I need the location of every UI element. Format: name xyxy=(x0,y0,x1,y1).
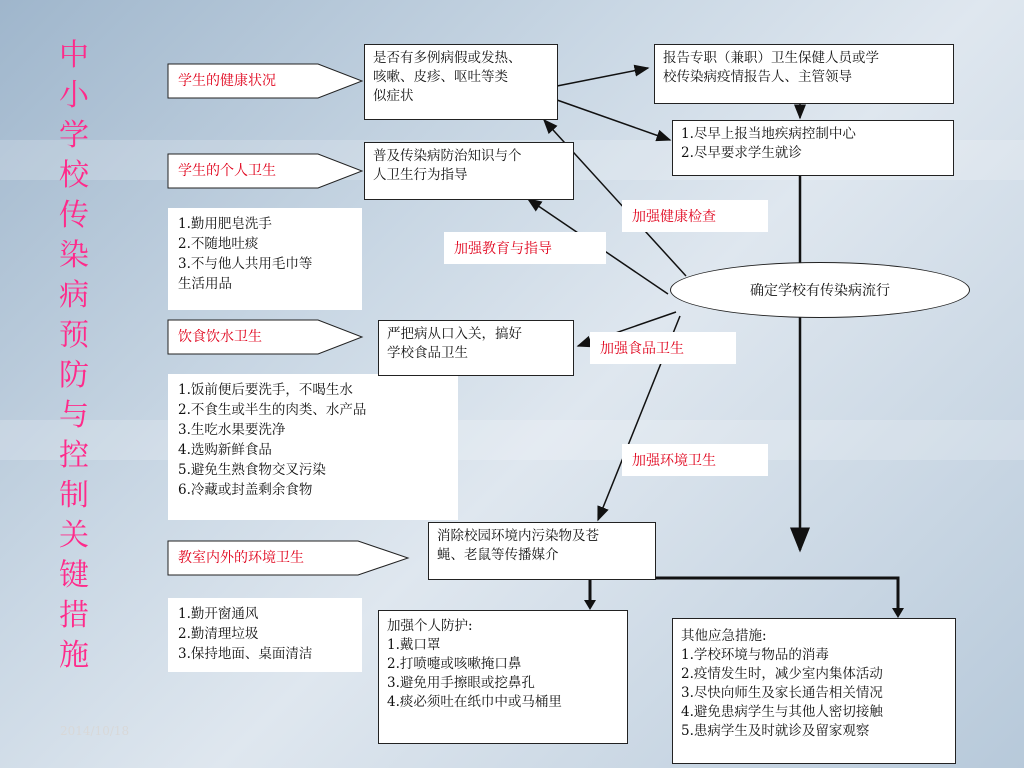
environment-list: 1.勤开窗通风 2.勤清理垃圾 3.保持地面、桌面清洁 xyxy=(168,598,362,672)
center-ellipse: 确定学校有传染病流行 xyxy=(670,262,970,318)
slide-date: 2014/10/18 xyxy=(60,724,130,738)
category-hygiene-label: 学生的个人卫生 xyxy=(178,163,276,179)
food-box: 严把病从口入关，搞好 学校食品卫生 xyxy=(378,320,574,376)
symptoms-box: 是否有多例病假或发热、 咳嗽、皮疹、呕吐等类 似症状 xyxy=(364,44,558,120)
arrow-symptoms-report xyxy=(557,68,648,86)
personal-protection-box: 加强个人防护: 1.戴口罩 2.打喷嚏或咳嗽掩口鼻 3.避免用手擦眼或挖鼻孔 4.痰必须吐在纸巾中或马桶里 xyxy=(378,610,628,744)
diet-list: 1.饭前便后要洗手，不喝生水 2.不食生或半生的肉类、水产品 3.生吃水果要洗净 4.选购新鲜食品 5.避免生熟食物交叉污染 6.冷藏或封盖剩余食物 xyxy=(168,374,458,520)
education-box: 普及传染病防治知识与个 人卫生行为指导 xyxy=(364,142,574,200)
tag-education: 加强教育与指导 xyxy=(444,232,606,264)
category-environment-label: 教室内外的环境卫生 xyxy=(178,550,304,566)
report-box: 报告专职（兼职）卫生保健人员或学 校传染病疫情报告人、主管领导 xyxy=(654,44,954,104)
arrow-symptoms-steps xyxy=(557,100,670,140)
hygiene-list: 1.勤用肥皂洗手 2.不随地吐痰 3.不与他人共用毛巾等 生活用品 xyxy=(168,208,362,310)
report-steps-box: 1.尽早上报当地疾病控制中心 2.尽早要求学生就诊 xyxy=(672,120,954,176)
tag-environment: 加强环境卫生 xyxy=(622,444,768,476)
category-diet-label: 饮食饮水卫生 xyxy=(178,329,262,345)
side-title: 中 小 学 校 传 染 病 预 防 与 控 制 关 键 措 施 xyxy=(59,38,89,673)
tag-checkup: 加强健康检查 xyxy=(622,200,768,232)
category-health-label: 学生的健康状况 xyxy=(178,73,276,89)
env-clean-box: 消除校园环境内污染物及苍 蝇、老鼠等传播媒介 xyxy=(428,522,656,580)
emergency-box: 其他应急措施: 1.学校环境与物品的消毒 2.疫情发生时，减少室内集体活动 3.尽快向师生及家长通告相关情况 4.避免患病学生与其他人密切接触 5.患病学生及时就诊及留家观察 xyxy=(672,618,956,764)
tag-food: 加强食品卫生 xyxy=(590,332,736,364)
